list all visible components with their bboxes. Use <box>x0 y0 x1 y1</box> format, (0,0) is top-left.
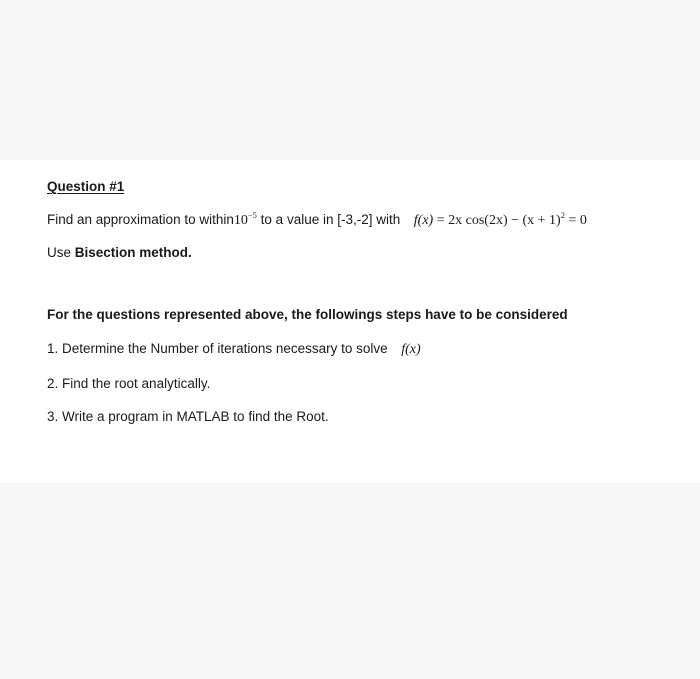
method-name: Bisection method. <box>74 245 192 260</box>
step-text: 2. Find the root analytically. <box>47 376 211 391</box>
step-item <box>47 341 421 358</box>
question-title: Question #1 <box>47 179 125 194</box>
question-statement <box>47 212 587 229</box>
method-line <box>47 245 192 261</box>
statement-middle: to a value in [-3,-2] with <box>260 212 401 227</box>
step-text: 3. Write a program in MATLAB to find the Root. <box>47 409 329 424</box>
step-item <box>47 376 210 392</box>
instructions-heading: For the questions represented above, the followings steps have to be considered <box>47 307 568 322</box>
step-item <box>47 409 329 425</box>
step-text: 1. Determine the Number of iterations necessary to solve <box>47 341 388 356</box>
equation: f(x) = 2x $\cos(2x) - (x + 1)^2 = 0$ <box>413 210 587 228</box>
tolerance: $10^{-5}$ <box>233 210 257 228</box>
statement-prefix: Find an approximation to within <box>47 212 234 227</box>
step-math: f(x) <box>401 342 421 357</box>
method-prefix: Use <box>47 245 75 260</box>
